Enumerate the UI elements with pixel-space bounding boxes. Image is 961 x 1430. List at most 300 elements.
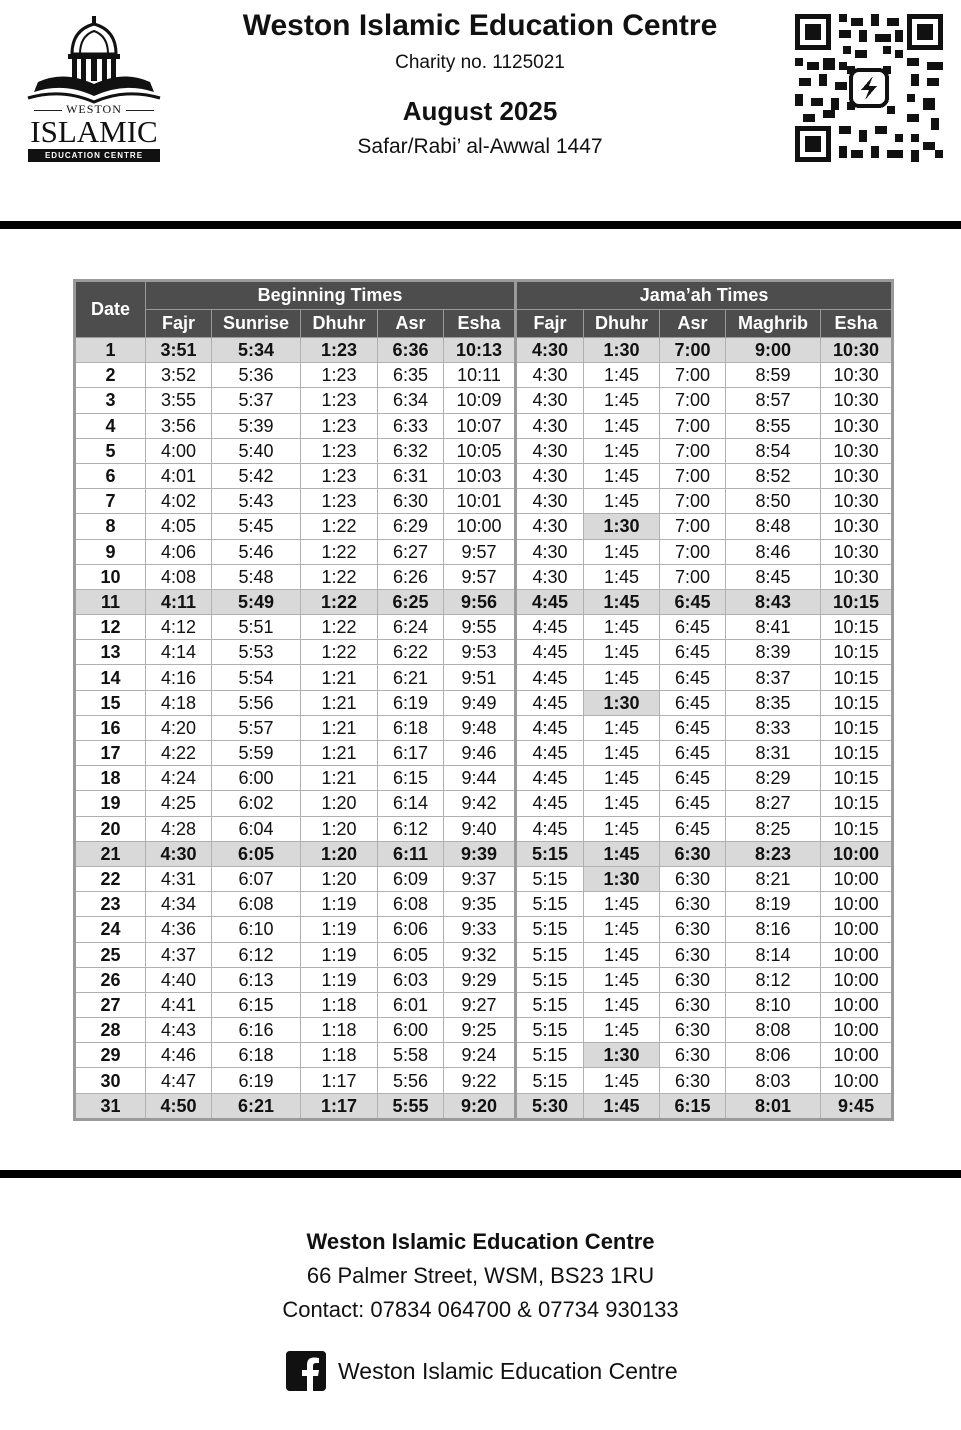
jamah-esha-cell: 10:15 (821, 791, 893, 816)
beginning-esha-cell: 9:42 (444, 791, 516, 816)
date-cell: 22 (75, 866, 146, 891)
col-beginning-fajr: Fajr (146, 310, 212, 338)
month-title: August 2025 (402, 96, 558, 126)
jamah-asr-cell: 6:30 (660, 942, 726, 967)
beginning-esha-cell: 10:13 (444, 338, 516, 363)
jamah-maghrib-cell: 8:25 (726, 816, 821, 841)
beginning-fajr-cell: 4:31 (146, 866, 212, 891)
beginning-asr-cell: 6:14 (378, 791, 444, 816)
beginning-esha-cell: 9:40 (444, 816, 516, 841)
footer (0, 1225, 961, 1327)
beginning-sunrise-cell: 5:36 (212, 363, 301, 388)
jamah-maghrib-cell: 8:55 (726, 413, 821, 438)
jamah-asr-cell: 7:00 (660, 363, 726, 388)
jamah-maghrib-cell: 8:16 (726, 917, 821, 942)
jamah-maghrib-cell: 9:00 (726, 338, 821, 363)
logo-islamic-text: ISLAMIC (30, 114, 158, 149)
jamah-fajr-cell: 4:45 (516, 665, 584, 690)
jamah-esha-cell: 10:00 (821, 841, 893, 866)
beginning-fajr-cell: 4:46 (146, 1043, 212, 1068)
beginning-dhuhr-cell: 1:21 (301, 665, 378, 690)
jamah-fajr-cell: 4:30 (516, 463, 584, 488)
jamah-maghrib-cell: 8:45 (726, 564, 821, 589)
date-cell: 30 (75, 1068, 146, 1093)
beginning-esha-cell: 9:46 (444, 741, 516, 766)
jamah-maghrib-cell: 8:29 (726, 766, 821, 791)
beginning-sunrise-cell: 6:02 (212, 791, 301, 816)
beginning-fajr-cell: 4:16 (146, 665, 212, 690)
beginning-dhuhr-cell: 1:17 (301, 1068, 378, 1093)
beginning-fajr-cell: 4:24 (146, 766, 212, 791)
beginning-dhuhr-cell: 1:21 (301, 690, 378, 715)
beginning-sunrise-cell: 6:18 (212, 1043, 301, 1068)
date-cell: 26 (75, 967, 146, 992)
col-jamah-esha: Esha (821, 310, 893, 338)
beginning-dhuhr-cell: 1:22 (301, 564, 378, 589)
table-row (75, 438, 893, 463)
date-cell: 31 (75, 1093, 146, 1119)
col-beginning-asr: Asr (378, 310, 444, 338)
jamah-dhuhr-cell: 1:45 (584, 715, 660, 740)
col-jamah-dhuhr: Dhuhr (584, 310, 660, 338)
jamah-asr-cell: 6:30 (660, 967, 726, 992)
beginning-asr-cell: 5:56 (378, 1068, 444, 1093)
beginning-asr-cell: 6:34 (378, 388, 444, 413)
jamah-fajr-cell: 4:30 (516, 413, 584, 438)
timetable-body (75, 338, 893, 1120)
jamah-esha-cell: 10:30 (821, 438, 893, 463)
jamah-asr-cell: 7:00 (660, 539, 726, 564)
date-cell: 24 (75, 917, 146, 942)
jamah-esha-cell: 10:15 (821, 741, 893, 766)
jamah-fajr-cell: 4:45 (516, 766, 584, 791)
jamah-dhuhr-cell: 1:45 (584, 892, 660, 917)
table-row (75, 388, 893, 413)
jamah-esha-cell: 10:30 (821, 363, 893, 388)
prayer-timetable (73, 279, 894, 1121)
beginning-esha-cell: 9:56 (444, 589, 516, 614)
beginning-esha-cell: 9:57 (444, 564, 516, 589)
beginning-asr-cell: 6:35 (378, 363, 444, 388)
header (0, 0, 961, 220)
beginning-esha-cell: 9:25 (444, 1018, 516, 1043)
jamah-maghrib-cell: 8:37 (726, 665, 821, 690)
date-cell: 6 (75, 463, 146, 488)
beginning-fajr-cell: 4:43 (146, 1018, 212, 1043)
beginning-fajr-cell: 4:11 (146, 589, 212, 614)
jamah-dhuhr-cell: 1:45 (584, 917, 660, 942)
beginning-dhuhr-cell: 1:19 (301, 917, 378, 942)
date-cell: 15 (75, 690, 146, 715)
jamah-fajr-cell: 4:30 (516, 363, 584, 388)
jamah-maghrib-cell: 8:14 (726, 942, 821, 967)
footer-contact: Contact: 07834 064700 & 07734 930133 (282, 1297, 679, 1322)
jamah-fajr-cell: 4:45 (516, 816, 584, 841)
beginning-sunrise-cell: 5:59 (212, 741, 301, 766)
table-row (75, 489, 893, 514)
qr-code-icon[interactable] (795, 14, 943, 162)
table-row (75, 1043, 893, 1068)
jamah-dhuhr-cell: 1:45 (584, 1093, 660, 1119)
jamah-maghrib-cell: 8:35 (726, 690, 821, 715)
jamah-asr-cell: 6:30 (660, 992, 726, 1017)
col-jamah-fajr: Fajr (516, 310, 584, 338)
jamah-asr-cell: 6:30 (660, 1068, 726, 1093)
beginning-sunrise-cell: 6:07 (212, 866, 301, 891)
beginning-esha-cell: 9:57 (444, 539, 516, 564)
jamah-esha-cell: 10:00 (821, 1043, 893, 1068)
beginning-asr-cell: 6:08 (378, 892, 444, 917)
table-row (75, 866, 893, 891)
beginning-esha-cell: 9:33 (444, 917, 516, 942)
jamah-maghrib-cell: 8:54 (726, 438, 821, 463)
table-row (75, 514, 893, 539)
charity-number: Charity no. 1125021 (395, 52, 565, 73)
date-cell: 7 (75, 489, 146, 514)
beginning-fajr-cell: 4:50 (146, 1093, 212, 1119)
table-row (75, 564, 893, 589)
beginning-sunrise-cell: 6:19 (212, 1068, 301, 1093)
beginning-esha-cell: 9:39 (444, 841, 516, 866)
table-row (75, 766, 893, 791)
jamah-esha-cell: 10:30 (821, 489, 893, 514)
table-row (75, 338, 893, 363)
beginning-asr-cell: 6:18 (378, 715, 444, 740)
beginning-dhuhr-cell: 1:22 (301, 539, 378, 564)
jamah-dhuhr-cell: 1:30 (584, 1043, 660, 1068)
beginning-asr-cell: 6:22 (378, 640, 444, 665)
date-cell: 25 (75, 942, 146, 967)
beginning-sunrise-cell: 5:43 (212, 489, 301, 514)
jamah-fajr-cell: 4:45 (516, 715, 584, 740)
beginning-dhuhr-cell: 1:22 (301, 640, 378, 665)
beginning-esha-cell: 9:53 (444, 640, 516, 665)
beginning-fajr-cell: 4:40 (146, 967, 212, 992)
jamah-fajr-cell: 5:30 (516, 1093, 584, 1119)
jamah-fajr-cell: 4:45 (516, 615, 584, 640)
date-cell: 4 (75, 413, 146, 438)
logo (20, 12, 168, 164)
table-row (75, 967, 893, 992)
beginning-asr-cell: 6:19 (378, 690, 444, 715)
table-row (75, 841, 893, 866)
jamah-asr-cell: 7:00 (660, 489, 726, 514)
beginning-dhuhr-cell: 1:18 (301, 992, 378, 1017)
beginning-dhuhr-cell: 1:23 (301, 413, 378, 438)
jamah-dhuhr-cell: 1:45 (584, 615, 660, 640)
beginning-dhuhr-cell: 1:22 (301, 589, 378, 614)
jamah-asr-cell: 6:30 (660, 892, 726, 917)
beginning-asr-cell: 6:00 (378, 1018, 444, 1043)
facebook-link[interactable] (286, 1350, 678, 1392)
table-row (75, 690, 893, 715)
date-cell: 3 (75, 388, 146, 413)
beginning-dhuhr-cell: 1:21 (301, 766, 378, 791)
jamah-dhuhr-cell: 1:45 (584, 967, 660, 992)
jamah-fajr-cell: 4:30 (516, 438, 584, 463)
beginning-asr-cell: 6:29 (378, 514, 444, 539)
beginning-sunrise-cell: 5:40 (212, 438, 301, 463)
table-row (75, 791, 893, 816)
beginning-sunrise-cell: 5:49 (212, 589, 301, 614)
beginning-sunrise-cell: 5:39 (212, 413, 301, 438)
beginning-sunrise-cell: 6:15 (212, 992, 301, 1017)
jamah-esha-cell: 10:30 (821, 564, 893, 589)
beginning-asr-cell: 6:31 (378, 463, 444, 488)
table-row (75, 413, 893, 438)
beginning-sunrise-cell: 6:13 (212, 967, 301, 992)
beginning-fajr-cell: 4:41 (146, 992, 212, 1017)
beginning-sunrise-cell: 6:00 (212, 766, 301, 791)
jamah-esha-cell: 10:15 (821, 816, 893, 841)
beginning-sunrise-cell: 5:42 (212, 463, 301, 488)
beginning-sunrise-cell: 5:53 (212, 640, 301, 665)
jamah-esha-cell: 10:30 (821, 539, 893, 564)
beginning-dhuhr-cell: 1:20 (301, 841, 378, 866)
jamah-dhuhr-cell: 1:45 (584, 438, 660, 463)
jamah-maghrib-cell: 8:52 (726, 463, 821, 488)
beginning-esha-cell: 9:35 (444, 892, 516, 917)
jamah-dhuhr-cell: 1:30 (584, 338, 660, 363)
date-cell: 27 (75, 992, 146, 1017)
date-cell: 2 (75, 363, 146, 388)
table-row (75, 1093, 893, 1119)
beginning-sunrise-cell: 6:16 (212, 1018, 301, 1043)
col-jamah-asr: Asr (660, 310, 726, 338)
beginning-dhuhr-cell: 1:22 (301, 514, 378, 539)
jamah-fajr-cell: 5:15 (516, 1068, 584, 1093)
beginning-fajr-cell: 4:18 (146, 690, 212, 715)
facebook-icon[interactable] (286, 1351, 326, 1391)
table-row (75, 942, 893, 967)
jamah-asr-cell: 6:30 (660, 1043, 726, 1068)
date-cell: 20 (75, 816, 146, 841)
table-row (75, 363, 893, 388)
jamah-dhuhr-cell: 1:30 (584, 690, 660, 715)
beginning-fajr-cell: 3:55 (146, 388, 212, 413)
jamah-esha-cell: 10:15 (821, 690, 893, 715)
date-cell: 10 (75, 564, 146, 589)
jamah-dhuhr-cell: 1:45 (584, 463, 660, 488)
footer-address: 66 Palmer Street, WSM, BS23 1RU (306, 1263, 655, 1288)
jamah-esha-cell: 10:00 (821, 967, 893, 992)
col-jamah-maghrib: Maghrib (726, 310, 821, 338)
beginning-fajr-cell: 4:02 (146, 489, 212, 514)
jamah-dhuhr-cell: 1:45 (584, 640, 660, 665)
beginning-asr-cell: 6:03 (378, 967, 444, 992)
beginning-fajr-cell: 4:47 (146, 1068, 212, 1093)
jamah-fajr-cell: 5:15 (516, 1043, 584, 1068)
jamah-asr-cell: 6:15 (660, 1093, 726, 1119)
jamah-fajr-cell: 4:45 (516, 791, 584, 816)
beginning-dhuhr-cell: 1:20 (301, 866, 378, 891)
beginning-fajr-cell: 3:52 (146, 363, 212, 388)
jamah-esha-cell: 9:45 (821, 1093, 893, 1119)
beginning-sunrise-cell: 6:05 (212, 841, 301, 866)
beginning-sunrise-cell: 6:08 (212, 892, 301, 917)
beginning-dhuhr-cell: 1:23 (301, 438, 378, 463)
facebook-label[interactable]: Weston Islamic Education Centre (338, 1357, 678, 1384)
beginning-asr-cell: 6:26 (378, 564, 444, 589)
jamah-fajr-cell: 5:15 (516, 992, 584, 1017)
beginning-esha-cell: 9:37 (444, 866, 516, 891)
jamah-fajr-cell: 5:15 (516, 917, 584, 942)
jamah-esha-cell: 10:15 (821, 665, 893, 690)
table-row (75, 1068, 893, 1093)
beginning-asr-cell: 6:17 (378, 741, 444, 766)
jamah-esha-cell: 10:15 (821, 766, 893, 791)
beginning-sunrise-cell: 5:34 (212, 338, 301, 363)
logo-weston-text: WESTON (20, 102, 168, 117)
table-row (75, 741, 893, 766)
beginning-fajr-cell: 4:06 (146, 539, 212, 564)
jamah-dhuhr-cell: 1:45 (584, 791, 660, 816)
beginning-esha-cell: 9:22 (444, 1068, 516, 1093)
beginning-asr-cell: 6:32 (378, 438, 444, 463)
beginning-fajr-cell: 4:30 (146, 841, 212, 866)
beginning-fajr-cell: 4:36 (146, 917, 212, 942)
jamah-maghrib-cell: 8:46 (726, 539, 821, 564)
jamah-dhuhr-cell: 1:45 (584, 388, 660, 413)
beginning-dhuhr-cell: 1:19 (301, 892, 378, 917)
jamah-asr-cell: 6:30 (660, 866, 726, 891)
date-header: Date (75, 281, 146, 338)
beginning-asr-cell: 6:25 (378, 589, 444, 614)
jamah-maghrib-cell: 8:23 (726, 841, 821, 866)
jamah-maghrib-cell: 8:31 (726, 741, 821, 766)
beginning-fajr-cell: 4:05 (146, 514, 212, 539)
table-row (75, 1018, 893, 1043)
beginning-asr-cell: 6:05 (378, 942, 444, 967)
beginning-dhuhr-cell: 1:23 (301, 463, 378, 488)
jamah-maghrib-cell: 8:59 (726, 363, 821, 388)
beginning-esha-cell: 10:01 (444, 489, 516, 514)
jamah-dhuhr-cell: 1:45 (584, 942, 660, 967)
mosque-book-logo-icon (24, 12, 164, 104)
beginning-esha-cell: 9:51 (444, 665, 516, 690)
beginning-asr-cell: 6:33 (378, 413, 444, 438)
beginning-esha-cell: 9:55 (444, 615, 516, 640)
jamah-maghrib-cell: 8:57 (726, 388, 821, 413)
beginning-sunrise-cell: 5:56 (212, 690, 301, 715)
jamah-fajr-cell: 4:45 (516, 589, 584, 614)
jamah-maghrib-cell: 8:21 (726, 866, 821, 891)
jamah-dhuhr-cell: 1:45 (584, 766, 660, 791)
date-cell: 12 (75, 615, 146, 640)
jamah-dhuhr-cell: 1:30 (584, 866, 660, 891)
beginning-fajr-cell: 3:51 (146, 338, 212, 363)
jamah-esha-cell: 10:00 (821, 1068, 893, 1093)
jamah-asr-cell: 6:45 (660, 640, 726, 665)
jamah-maghrib-cell: 8:08 (726, 1018, 821, 1043)
date-cell: 23 (75, 892, 146, 917)
jamah-times-header: Jama’ah Times (516, 281, 893, 310)
beginning-asr-cell: 6:01 (378, 992, 444, 1017)
jamah-fajr-cell: 4:45 (516, 690, 584, 715)
jamah-esha-cell: 10:15 (821, 640, 893, 665)
jamah-fajr-cell: 4:45 (516, 741, 584, 766)
jamah-asr-cell: 7:00 (660, 413, 726, 438)
col-beginning-dhuhr: Dhuhr (301, 310, 378, 338)
beginning-sunrise-cell: 6:10 (212, 917, 301, 942)
jamah-asr-cell: 6:45 (660, 690, 726, 715)
beginning-fajr-cell: 4:14 (146, 640, 212, 665)
jamah-fajr-cell: 4:30 (516, 338, 584, 363)
beginning-dhuhr-cell: 1:21 (301, 715, 378, 740)
beginning-sunrise-cell: 5:48 (212, 564, 301, 589)
top-divider (0, 221, 961, 229)
jamah-esha-cell: 10:30 (821, 338, 893, 363)
jamah-maghrib-cell: 8:12 (726, 967, 821, 992)
jamah-fajr-cell: 5:15 (516, 841, 584, 866)
beginning-esha-cell: 10:05 (444, 438, 516, 463)
jamah-fajr-cell: 4:45 (516, 640, 584, 665)
beginning-dhuhr-cell: 1:20 (301, 791, 378, 816)
beginning-dhuhr-cell: 1:23 (301, 388, 378, 413)
logo-subtitle: EDUCATION CENTRE (28, 149, 160, 162)
date-cell: 8 (75, 514, 146, 539)
jamah-dhuhr-cell: 1:45 (584, 489, 660, 514)
beginning-esha-cell: 9:44 (444, 766, 516, 791)
beginning-asr-cell: 5:55 (378, 1093, 444, 1119)
beginning-dhuhr-cell: 1:22 (301, 615, 378, 640)
bottom-divider (0, 1170, 961, 1178)
footer-org-name: Weston Islamic Education Centre (306, 1229, 655, 1254)
jamah-asr-cell: 6:45 (660, 766, 726, 791)
beginning-asr-cell: 6:24 (378, 615, 444, 640)
org-title: Weston Islamic Education Centre (242, 9, 718, 42)
jamah-asr-cell: 6:45 (660, 816, 726, 841)
jamah-fajr-cell: 4:30 (516, 564, 584, 589)
date-cell: 29 (75, 1043, 146, 1068)
beginning-sunrise-cell: 5:51 (212, 615, 301, 640)
beginning-asr-cell: 6:11 (378, 841, 444, 866)
beginning-esha-cell: 10:00 (444, 514, 516, 539)
jamah-maghrib-cell: 8:48 (726, 514, 821, 539)
jamah-maghrib-cell: 8:33 (726, 715, 821, 740)
beginning-dhuhr-cell: 1:20 (301, 816, 378, 841)
beginning-fajr-cell: 4:12 (146, 615, 212, 640)
beginning-esha-cell: 10:07 (444, 413, 516, 438)
jamah-asr-cell: 7:00 (660, 463, 726, 488)
beginning-asr-cell: 6:15 (378, 766, 444, 791)
jamah-dhuhr-cell: 1:45 (584, 1068, 660, 1093)
jamah-maghrib-cell: 8:43 (726, 589, 821, 614)
jamah-fajr-cell: 5:15 (516, 1018, 584, 1043)
table-row (75, 665, 893, 690)
jamah-esha-cell: 10:30 (821, 463, 893, 488)
jamah-esha-cell: 10:00 (821, 917, 893, 942)
jamah-maghrib-cell: 8:27 (726, 791, 821, 816)
jamah-maghrib-cell: 8:41 (726, 615, 821, 640)
jamah-dhuhr-cell: 1:45 (584, 564, 660, 589)
beginning-fajr-cell: 4:25 (146, 791, 212, 816)
beginning-sunrise-cell: 6:12 (212, 942, 301, 967)
beginning-fajr-cell: 4:22 (146, 741, 212, 766)
jamah-dhuhr-cell: 1:45 (584, 992, 660, 1017)
date-cell: 13 (75, 640, 146, 665)
jamah-asr-cell: 7:00 (660, 388, 726, 413)
hijri-month: Safar/Rabi’ al-Awwal 1447 (357, 135, 603, 158)
date-cell: 18 (75, 766, 146, 791)
beginning-esha-cell: 10:09 (444, 388, 516, 413)
jamah-maghrib-cell: 8:19 (726, 892, 821, 917)
beginning-dhuhr-cell: 1:19 (301, 967, 378, 992)
jamah-asr-cell: 6:45 (660, 615, 726, 640)
beginning-dhuhr-cell: 1:18 (301, 1018, 378, 1043)
table-row (75, 463, 893, 488)
beginning-sunrise-cell: 6:04 (212, 816, 301, 841)
